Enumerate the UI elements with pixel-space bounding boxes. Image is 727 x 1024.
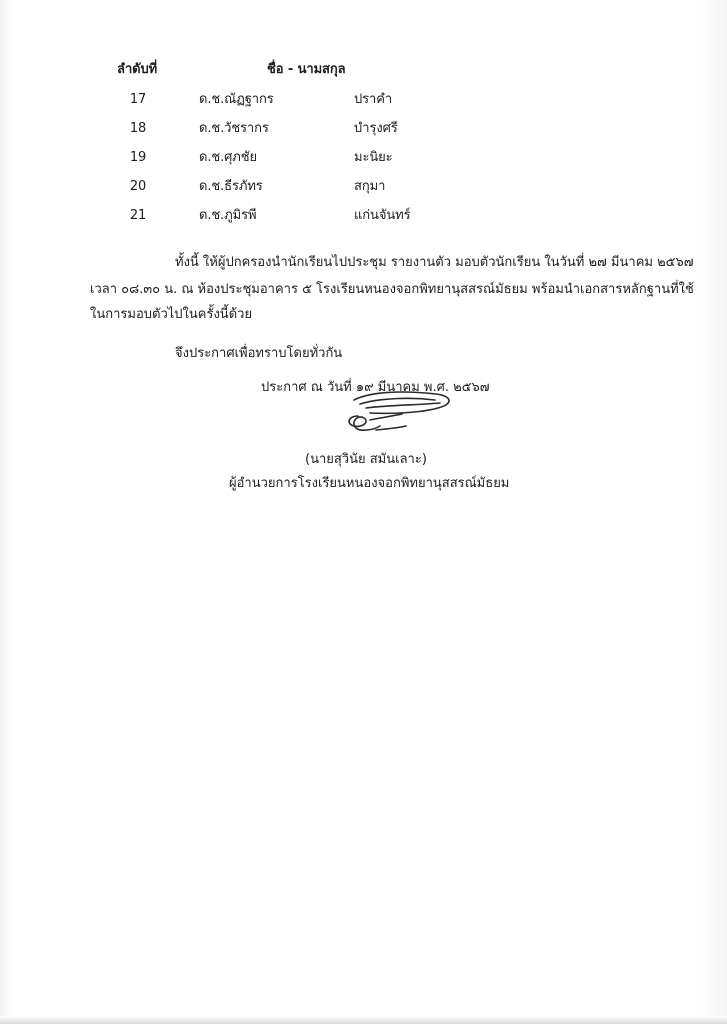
- student-last-name: บำรุงศรี: [354, 121, 398, 136]
- signature-icon: [340, 386, 460, 436]
- student-first-name: ด.ช.ณัฏฐากร: [199, 92, 274, 107]
- student-last-name: สกุมา: [354, 179, 386, 194]
- student-last-name: ปราคำ: [354, 92, 393, 107]
- row-number: 17: [129, 92, 147, 107]
- row-number: 21: [129, 208, 147, 223]
- announcement-date: ประกาศ ณ วันที่ ๑๙ มีนาคม พ.ศ. ๒๕๖๗: [261, 380, 490, 395]
- student-first-name: ด.ช.ศุภชัย: [199, 150, 257, 165]
- row-number: 18: [129, 121, 147, 136]
- student-first-name: ด.ช.ภูมิรพี: [199, 208, 257, 223]
- student-first-name: ด.ช.ธีรภัทร: [199, 179, 263, 194]
- page-bottom-edge: [0, 1016, 727, 1024]
- header-name: ชื่อ - นามสกุล: [267, 62, 346, 77]
- student-first-name: ด.ช.วัชรากร: [199, 121, 269, 136]
- body-line-1: ทั้งนี้ ให้ผู้ปกครองนำนักเรียนไปประชุม รายงานตัว มอบตัวนักเรียน ในวันที่ ๒๗ มีนาคม ๒๕๖๗: [175, 255, 694, 270]
- signer-position: ผู้อำนวยการโรงเรียนหนองจอกพิทยานุสสรณ์มัธยม: [229, 476, 510, 491]
- row-number: 19: [129, 150, 147, 165]
- body-line-2: เวลา ๐๘.๓๐ น. ณ ห้องประชุมอาคาร ๕ โรงเรียนหนองจอกพิทยานุสสรณ์มัธยม พร้อมนำเอกสารหลักฐานที่ใช้: [90, 282, 694, 297]
- student-last-name: มะนิยะ: [354, 150, 393, 165]
- student-last-name: แก่นจันทร์: [354, 208, 411, 223]
- header-order: ลำดับที่: [117, 62, 158, 77]
- closing-statement: จึงประกาศเพื่อทราบโดยทั่วกัน: [175, 346, 343, 361]
- row-number: 20: [129, 179, 147, 194]
- body-line-3: ในการมอบตัวไปในครั้งนี้ด้วย: [90, 307, 253, 322]
- signer-name: (นายสุวินัย สมันเลาะ): [305, 452, 427, 467]
